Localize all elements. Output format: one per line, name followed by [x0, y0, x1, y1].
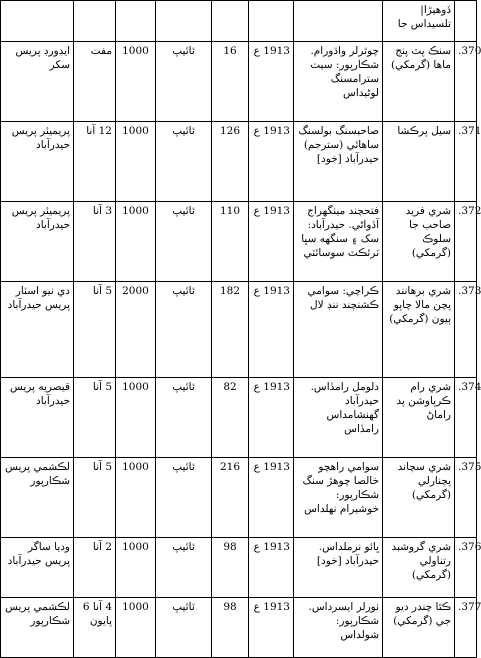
cell-type: ٽائيپ: [156, 458, 212, 538]
cell-type: ٽائيپ: [156, 42, 212, 122]
cell-title: ڏوهيڙا| تلسيداس جا: [383, 1, 455, 42]
cell-type: ٽائيپ: [156, 598, 212, 658]
cell-number: .372: [455, 202, 477, 282]
cell-copies: 1000: [116, 538, 156, 598]
cell-pages: 98: [212, 538, 249, 598]
cell-author: چوٿرلر واڌورام. شڪارپور: سيٺ سترامسنگ لوڻيداس: [294, 42, 383, 122]
table-row: [1, 122, 477, 202]
cell-year: [249, 1, 294, 42]
cell-title: شري رام ڪرپاوشن پد راماڻ: [383, 378, 455, 458]
cell-price: 2 آنا: [74, 538, 116, 598]
cell-copies: [116, 1, 156, 42]
cell-title: سيل پرڪشا: [383, 122, 455, 202]
cell-year: 1913 ع: [249, 202, 294, 282]
cell-number: .377: [455, 598, 477, 658]
cell-year: 1913 ع: [249, 378, 294, 458]
cell-price: [74, 1, 116, 42]
cell-pages: 16: [212, 42, 249, 122]
cell-type: ٽائيپ: [156, 202, 212, 282]
table-row: [1, 202, 477, 282]
cell-number: .371: [455, 122, 477, 202]
cell-price: 5 آنا: [74, 282, 116, 378]
cell-author: دلومل رامڏاس. حيدرآباد گهنشامداس رامڏاس: [294, 378, 383, 458]
cell-copies: 2000: [116, 282, 156, 378]
cell-pages: 182: [212, 282, 249, 378]
cell-author: سوامي راهچو خالصا چوهڙ سنگ شڪارپور: خوشيرام نهلداس: [294, 458, 383, 538]
cell-press: ايڊورڊ پريس سکر: [1, 42, 74, 122]
cell-title: شري برهانند پچن مالا چاپو ٻيون (گرمکي): [383, 282, 455, 378]
table-row: [1, 378, 477, 458]
cell-press: قيصريه پريس حيدرآباد: [1, 378, 74, 458]
cell-title: ڪٿا چندر ديو جي (گرمکي): [383, 598, 455, 658]
cell-price: مفت: [74, 42, 116, 122]
cell-title: شري سچاند پچنارلي (گرمکي): [383, 458, 455, 538]
cell-copies: 1000: [116, 458, 156, 538]
cell-copies: 1000: [116, 378, 156, 458]
table-row: [1, 458, 477, 538]
cell-title: سنڪ پٽ پنج ماها (گرمکي): [383, 42, 455, 122]
cell-price: 5 آنا: [74, 378, 116, 458]
cell-year: 1913 ع: [249, 458, 294, 538]
cell-number: .375: [455, 458, 477, 538]
cell-press: لڪشمي پريس شڪارپور: [1, 598, 74, 658]
cell-year: 1913 ع: [249, 282, 294, 378]
cell-price: 5 آنا: [74, 458, 116, 538]
cell-year: 1913 ع: [249, 122, 294, 202]
cell-press: وديا ساگر پريس حيدرآباد: [1, 538, 74, 598]
cell-number: .374: [455, 378, 477, 458]
cell-press: پريميئر پريس حيدرآباد: [1, 202, 74, 282]
cell-author: ٺورلر ايسرداس. شڪارپور: شولداس: [294, 598, 383, 658]
cell-number: .373: [455, 282, 477, 378]
cell-author: [294, 1, 383, 42]
cell-title: شري گروشبد رتناولي (گرمکي): [383, 538, 455, 598]
cell-price: 12 آنا: [74, 122, 116, 202]
cell-type: ٽائيپ: [156, 122, 212, 202]
continuation-row: [1, 1, 477, 42]
cell-copies: 1000: [116, 202, 156, 282]
cell-pages: [212, 1, 249, 42]
cell-copies: 1000: [116, 122, 156, 202]
cell-copies: 1000: [116, 598, 156, 658]
cell-press: دي نيو اسٽار پريس حيدرآباد: [1, 282, 74, 378]
cell-press: [1, 1, 74, 42]
cell-type: ٽائيپ: [156, 538, 212, 598]
cell-type: ٽائيپ: [156, 378, 212, 458]
cell-author: صاحبسنگ بولسنگ ساهائي (سترجم) حيدرآباد [خود]: [294, 122, 383, 202]
cell-number: .376: [455, 538, 477, 598]
cell-year: 1913 ع: [249, 538, 294, 598]
cell-pages: 98: [212, 598, 249, 658]
cell-type: [156, 1, 212, 42]
cell-press: لڪشمي پريس شڪارپور: [1, 458, 74, 538]
cell-year: 1913 ع: [249, 42, 294, 122]
cell-copies: 1000: [116, 42, 156, 122]
cell-author: ڀائو نرملداس. حيدرآباد [خود]: [294, 538, 383, 598]
cell-year: 1913 ع: [249, 598, 294, 658]
cell-pages: 126: [212, 122, 249, 202]
cell-number: [455, 1, 477, 42]
cell-price: 3 آنا: [74, 202, 116, 282]
table-row: [1, 538, 477, 598]
table-row: [1, 598, 477, 658]
table-row: [1, 42, 477, 122]
cell-press: پريميئر پريس حيدرآباد: [1, 122, 74, 202]
cell-price: 4 آنا 6 پايون: [74, 598, 116, 658]
cell-pages: 110: [212, 202, 249, 282]
cell-title: شري فريد صاحب جا سلوڪ (گرمکي): [383, 202, 455, 282]
cell-author: فتحچند ميٺگهراج آڏواڻي. حيدرآباد: سک ۽ سنگهه سڀا ٽرئڪٽ سوسائٽي: [294, 202, 383, 282]
cell-number: .370: [455, 42, 477, 122]
cell-type: ٽائيپ: [156, 282, 212, 378]
cell-pages: 82: [212, 378, 249, 458]
cell-author: ڪراچي: سوامي ڪشنچند ننڊ لال: [294, 282, 383, 378]
cell-pages: 216: [212, 458, 249, 538]
table-row: [1, 282, 477, 378]
